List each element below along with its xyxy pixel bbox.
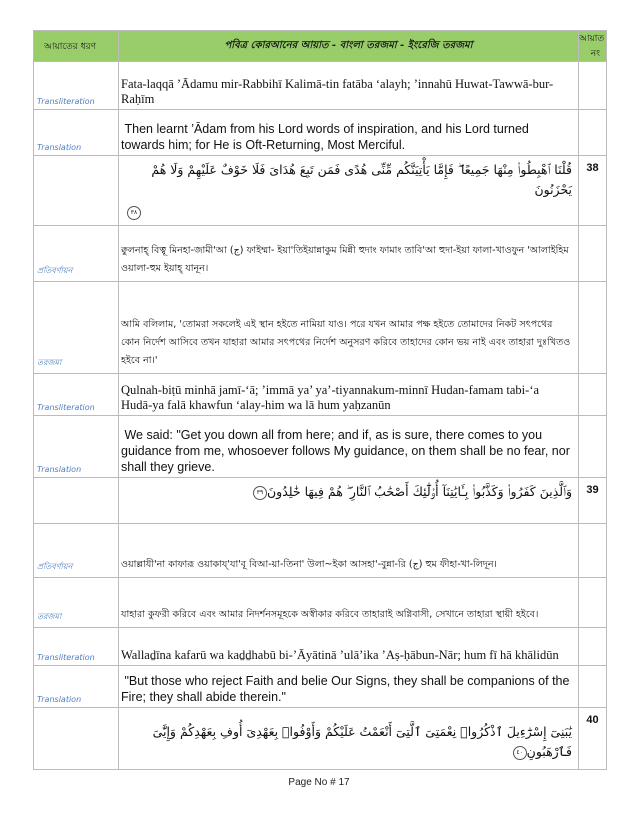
header-ayah-number: আয়াত নং <box>579 31 607 62</box>
table-row <box>34 666 607 708</box>
ayah-number-cell <box>579 666 607 708</box>
translation-span: "But those who reject Faith and belie Our Signs, they shall be companions of the Fire; they shall abide therein." <box>121 674 570 704</box>
arabic-verse: وَٱلَّذِينَ كَفَرُوا۟ وَكَذَّبُوا۟ بِـَٔايَٰتِنَآ أُو۟لَٰٓئِكَ أَصْحَٰبُ ٱلنَّارِ ۖ هُمْ فِيهَا خَٰلِدُونَ <box>266 484 572 499</box>
ayah-number: 38 <box>579 156 607 226</box>
translation-text <box>119 416 579 478</box>
translation-span: Then learnt ’Ādam from his Lord words of inspiration, and his Lord turned towards him; for He is Oft-Returning, Most Merciful. <box>121 122 529 152</box>
arabic-verse: يَٰبَنِىٓ إِسْرَٰٓءِيلَ ٱذْكُرُوا۟ نِعْمَتِىَ ٱلَّتِىٓ أَنْعَمْتُ عَلَيْكُمْ وَأَوْفُوا۟ بِعَهْدِىٓ أُوفِ بِعَهْدِكُمْ وَإِيَّٰىَ فَٱرْهَبُونِ <box>152 724 572 759</box>
table-row <box>34 62 607 110</box>
table-row <box>34 478 607 524</box>
ayah-number-cell <box>579 628 607 666</box>
table-row <box>34 708 607 770</box>
ayah-end-icon: ٣٨ <box>127 206 141 220</box>
row-label <box>34 156 119 226</box>
bengali-translation: আমি বলিলাম, 'তোমরা সকলেই এই স্থান হইতে নামিয়া যাও। পরে যখন আমার পক্ষ হইতে তোমাদের নিকট সৎপথের কোন নির্দেশ আসিবে তখন যাহারা আমার সৎপথের নির্দেশ অনুসরণ করিবে তাহাদের কোন ভয় নাই এবং তাহারা দুঃখিতও হইবে না।' <box>119 282 579 374</box>
translation-span: We said: "Get you down all from here; and if, as is sure, there comes to you guidance from me, whosoever follows My guidance, on them shall be no fear, nor shall they grieve. <box>121 428 570 474</box>
ayah-number: 40 <box>579 708 607 770</box>
translation-text <box>119 110 579 156</box>
translation-text <box>119 666 579 708</box>
transliteration-text: Fata-laqqā ’Ādamu mir-Rabbihī Kalimā-tin fatāba ‘alayh; ’innahū Huwat-Tawwā-bur-Raḥīm <box>119 62 579 110</box>
ayah-number-cell <box>579 110 607 156</box>
row-label: Transliteration <box>34 374 119 416</box>
transliteration-text: Qulnah-biṭū minhā jamī-‘ā; ’immā ya’ ya’-tiyannakum-minnī Hudan-famam tabi-‘a Hudā-ya falā khawfun ‘alay-him wa lā hum yaḥzanūn <box>119 374 579 416</box>
ayah-number-cell <box>579 226 607 282</box>
bengali-transliteration: ওয়াল্লাযী'না কাফারূ ওয়াকায্'যা'বূ বিআ-য়া-তিনা' উলা~ইকা আসহা'-বুন্না-রি (ج) হুম ফীহা-খা-লিদূন। <box>119 524 579 578</box>
page <box>33 30 606 770</box>
row-label <box>34 478 119 524</box>
table-row <box>34 110 607 156</box>
quran-table <box>33 30 607 770</box>
ayah-number-cell <box>579 416 607 478</box>
table-row <box>34 416 607 478</box>
table-row <box>34 524 607 578</box>
row-label: তরজমা <box>34 282 119 374</box>
row-label: Translation <box>34 110 119 156</box>
ayah-end-icon: ٣٩ <box>253 486 267 500</box>
row-label: Translation <box>34 416 119 478</box>
row-label: তরজমা <box>34 578 119 628</box>
row-label: প্রতিবর্ণায়ন <box>34 226 119 282</box>
table-row <box>34 374 607 416</box>
table-row <box>34 156 607 226</box>
bengali-translation: যাহারা কুফরী করিবে এবং আমার নিদর্শনসমূহকে অস্বীকার করিবে তাহারাই অগ্নিবাসী, সেখানে তাহারা স্থায়ী হইবে। <box>119 578 579 628</box>
transliteration-text: Wallaḏīna kafarū wa kaḏḏhabū bi-’Āyātinā ’ulā’ika ’Aṣ-ḥābun-Nār; hum fī hā khālidūn <box>119 628 579 666</box>
ayah-number-cell <box>579 578 607 628</box>
table-row <box>34 578 607 628</box>
table-row <box>34 226 607 282</box>
header-row <box>34 31 607 62</box>
bengali-transliteration: ক্বুলনাহ্ বিত্বূ মিনহা-জামী'আ (ج) ফাইম্মা- ইয়া'তিইয়ান্নাকুম মিন্নী হুদাং ফামাং তাবি'আ হুদা-ইয়া ফালা-খাওফুন 'আলাইহিম ওয়ালা-হুম ইয়াহ্ যানূন। <box>119 226 579 282</box>
header-title: পবিত্র কোরআনের আয়াত - বাংলা তরজমা - ইংরেজি তরজমা <box>119 31 579 62</box>
header-ayah-type: আয়াতের ধরণ <box>34 31 119 62</box>
table-row <box>34 628 607 666</box>
ayah-number-cell <box>579 524 607 578</box>
arabic-text <box>119 708 579 770</box>
arabic-text <box>119 478 579 524</box>
ayah-number-cell <box>579 374 607 416</box>
ayah-number: 39 <box>579 478 607 524</box>
row-label: প্রতিবর্ণায়ন <box>34 524 119 578</box>
arabic-verse: قُلْنَا ٱهْبِطُوا۟ مِنْهَا جَمِيعًا ۖ فَإِمَّا يَأْتِيَنَّكُم مِّنِّى هُدًى فَمَن تَبِعَ هُدَاىَ فَلَا خَوْفٌ عَلَيْهِمْ وَلَا هُمْ يَحْزَنُونَ <box>151 162 572 197</box>
arabic-text <box>119 156 579 226</box>
row-label: Transliteration <box>34 628 119 666</box>
ayah-number-cell <box>579 62 607 110</box>
row-label: Transliteration <box>34 62 119 110</box>
row-label <box>34 708 119 770</box>
ayah-number-cell <box>579 282 607 374</box>
table-row <box>34 282 607 374</box>
row-label: Translation <box>34 666 119 708</box>
ayah-end-icon: ٤٠ <box>513 746 527 760</box>
page-footer: Page No # 17 <box>288 777 350 788</box>
